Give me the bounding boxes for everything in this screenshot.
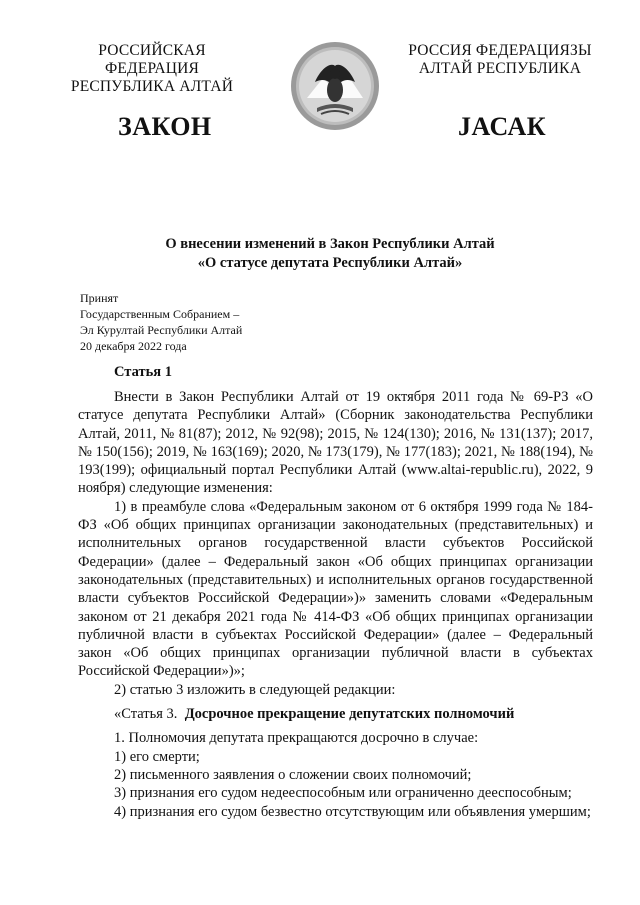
- header-left-line1: РОССИЙСКАЯ ФЕДЕРАЦИЯ: [98, 42, 206, 77]
- article-3-part-1-item-3: 3) признания его судом недееспособным или ограниченно дееспособным;: [114, 785, 572, 802]
- article-3-part-1: 1. Полномочия депутата прекращаются досрочно в случае:: [114, 730, 479, 747]
- adopted-line3: Эл Курултай Республики Алтай: [80, 323, 243, 337]
- article-1-intro: Внести в Закон Республики Алтай от 19 октября 2011 года № 69-РЗ «О статусе депутата Республики Алтай» (Сборник законодательства Республики Алтай, 2011, № 81(87); 2012, № 92(98); 2015, № 124(130); 2016, № 131(137); 2017, № 150(156); 2019, № 163(169); 2020, № 173(179), № 177(183); 2021, № 188(194), № 193(199); официальный портал Республики Алтай (www.altai-republic.ru), 2022, 9 ноября) следующие изменения:: [78, 389, 593, 497]
- article-3-part-1-item-4: 4) признания его судом безвестно отсутствующим или объявления умершим;: [114, 803, 591, 820]
- adopted-line2: Государственным Собранием –: [80, 307, 240, 321]
- header-right-line1: РОССИЯ ФЕДЕРАЦИЯЗЫ: [408, 42, 592, 59]
- article-1-body: [78, 388, 593, 821]
- article-3-title: Досрочное прекращение депутатских полномочий: [184, 706, 515, 723]
- law-label-russian: ЗАКОН: [118, 112, 212, 141]
- law-title-line1: О внесении изменений в Закон Республики Алтай: [165, 236, 495, 252]
- header-left-line2: РЕСПУБЛИКА АЛТАЙ: [70, 78, 234, 95]
- article-3-prefix: «Статья 3.: [114, 706, 178, 723]
- law-title-line2: «О статусе депутата Республики Алтай»: [197, 255, 463, 271]
- article-3-part-1-item-1: 1) его смерти;: [114, 748, 200, 765]
- altai-republic-coat-of-arms-icon: [287, 38, 383, 134]
- article-3-part-1-item-2: 2) письменного заявления о сложении своих полномочий;: [114, 766, 472, 783]
- header-left: [52, 42, 252, 96]
- header-right: [400, 42, 600, 78]
- article-1-item-2: 2) статью 3 изложить в следующей редакции:: [114, 681, 396, 698]
- header-right-line2: АЛТАЙ РЕСПУБЛИКА: [418, 60, 582, 77]
- law-title: [60, 235, 600, 273]
- adopted-line1: Принят: [80, 291, 119, 305]
- law-label-altai: JАСАК: [458, 112, 547, 141]
- article-3-heading: [78, 705, 593, 723]
- article-1-item-1: 1) в преамбуле слова «Федеральным законом от 6 октября 1999 года № 184-ФЗ «Об общих принципах организации законодательных (представительных) и исполнительных органов государственной власти субъектов Российской Федерации» (далее – Федеральный закон «Об общих принципах организации законодательных (представительных) и исполнительных органов государственной власти субъектов Российской Федерации»)» заменить словами «Федеральным законом от 21 декабря 2021 года № 414-ФЗ «Об общих принципах организации публичной власти в субъектах Российской Федерации» (далее – Федеральный закон «Об общих принципах организации публичной власти в субъектах Российской Федерации»)»;: [78, 498, 593, 680]
- adopted-date: 20 декабря 2022 года: [80, 339, 187, 353]
- article-1-heading: Статья 1: [114, 364, 172, 380]
- adoption-block: [80, 290, 242, 354]
